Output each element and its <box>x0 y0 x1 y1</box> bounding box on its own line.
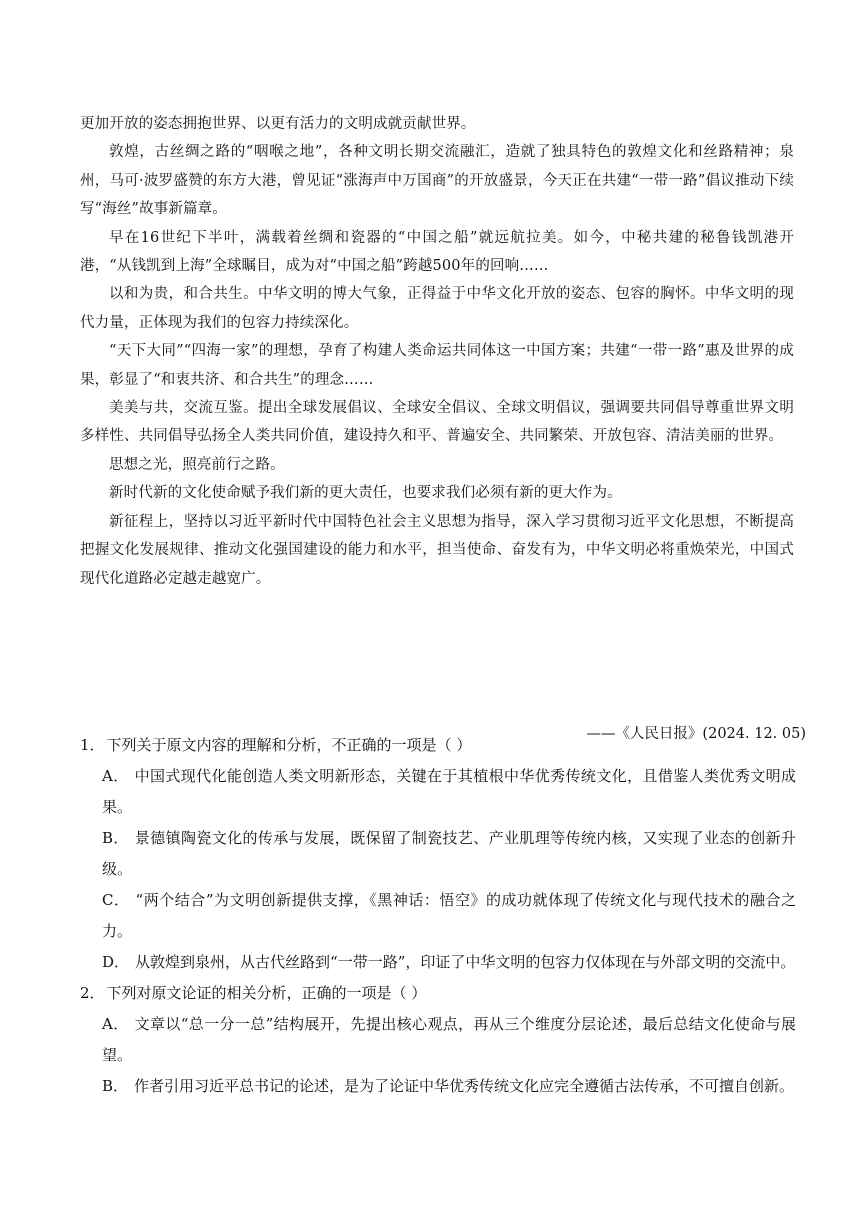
passage-paragraph: 更加开放的姿态拥抱世界、以更有活力的文明成就贡献世界。 <box>80 116 476 132</box>
option-a <box>80 761 796 823</box>
passage-paragraph: 美美与共，交流互鉴。提出全球发展倡议、全球安全倡议、全球文明倡议，强调要共同倡导尊重世界文明多样性、共同倡导弘扬全人类共同价值，建设持久和平、普遍安全、共同繁荣、开放包容、清洁美丽的世界。 <box>80 400 794 445</box>
question-number: 2． <box>80 984 105 1002</box>
option-b <box>80 823 796 885</box>
passage-paragraph: “天下大同”“四海一家”的理想，孕育了构建人类命运共同体这一中国方案；共建“一带一路”惠及世界的成果，彰显了“和衷共济、和合共生”的理念…… <box>80 343 794 388</box>
passage-paragraph: 早在16世纪下半叶，满载着丝绸和瓷器的“中国之船”就远航拉美。如今，中秘共建的秘鲁钱凯港开港，“从钱凯到上海”全球瞩目，成为对“中国之船”跨越500年的回响…… <box>80 229 794 275</box>
option-text: 景德镇陶瓷文化的传承与发展，既保留了制瓷技艺、产业肌理等传统内核，又实现了业态的创新升级。 <box>102 829 796 878</box>
option-letter: A． <box>102 767 129 785</box>
question-number: 1． <box>80 736 105 754</box>
passage-paragraph: 新征程上，坚持以习近平新时代中国特色社会主义思想为指导，深入学习贯彻习近平文化思想，不断提高把握文化发展规律、推动文化强国建设的能力和水平，担当使命、奋发有为，中华文明必将重焕荣光，中国式现代化道路必定越走越宽广。 <box>80 513 794 587</box>
option-c <box>80 885 796 947</box>
question-1 <box>80 730 796 978</box>
option-text: 文章以“总一分一总”结构展开，先提出核心观点，再从三个维度分层论述，最后总结文化使命与展望。 <box>102 1015 797 1064</box>
option-text: “两个结合”为文明创新提供支撑，《黑神话：悟空》的成功就体现了传统文化与现代技术的融合之力。 <box>102 891 796 940</box>
option-text: 从敦煌到泉州，从古代丝路到“一带一路”，印证了中华文明的包容力仅体现在与外部文明的交流中。 <box>135 953 796 971</box>
question-stem <box>80 978 796 1009</box>
option-letter: C． <box>102 891 130 909</box>
passage-paragraph: 思想之光，照亮前行之路。 <box>109 456 285 473</box>
option-text: 中国式现代化能创造人类文明新形态，关键在于其植根中华优秀传统文化，且借鉴人类优秀文明成果。 <box>102 767 796 816</box>
option-letter: D． <box>102 953 130 971</box>
option-letter: B． <box>102 829 129 847</box>
question-text: 下列对原文论证的相关分析，正确的一项是（ ） <box>106 984 427 1002</box>
option-letter: B． <box>102 1077 129 1095</box>
question-2 <box>80 978 796 1102</box>
passage-paragraph: 敦煌，古丝绸之路的“咽喉之地”，各种文明长期交流融汇，造就了独具特色的敦煌文化和丝路精神；泉州，马可·波罗盛赞的东方大港，曾见证“涨海声中万国商”的开放盛景，今天正在共建“一带一路”倡议推动下续写“海丝”故事新篇章。 <box>80 144 794 218</box>
passage-paragraph: 新时代新的文化使命赋予我们新的更大责任，也要求我们必须有新的更大作为。 <box>109 485 622 502</box>
question-text: 下列关于原文内容的理解和分析，不正确的一项是（ ） <box>106 736 472 754</box>
passage-paragraph: 以和为贵，和合共生。中华文明的博大气象，正得益于中华文化开放的姿态、包容的胸怀。中华文明的现代力量，正体现为我们的包容力持续深化。 <box>80 286 794 331</box>
option-text: 作者引用习近平总书记的论述，是为了论证中华优秀传统文化应完全遵循古法传承，不可擅自创新。 <box>134 1077 795 1095</box>
passage-source: ——《人民日报》(2024. 12. 05) <box>586 726 806 742</box>
question-stem <box>80 730 796 761</box>
reading-passage <box>80 110 794 593</box>
option-d <box>80 947 796 978</box>
option-b <box>80 1071 796 1102</box>
option-a <box>80 1009 796 1071</box>
option-letter: A． <box>102 1015 129 1033</box>
question-list <box>80 730 796 1102</box>
